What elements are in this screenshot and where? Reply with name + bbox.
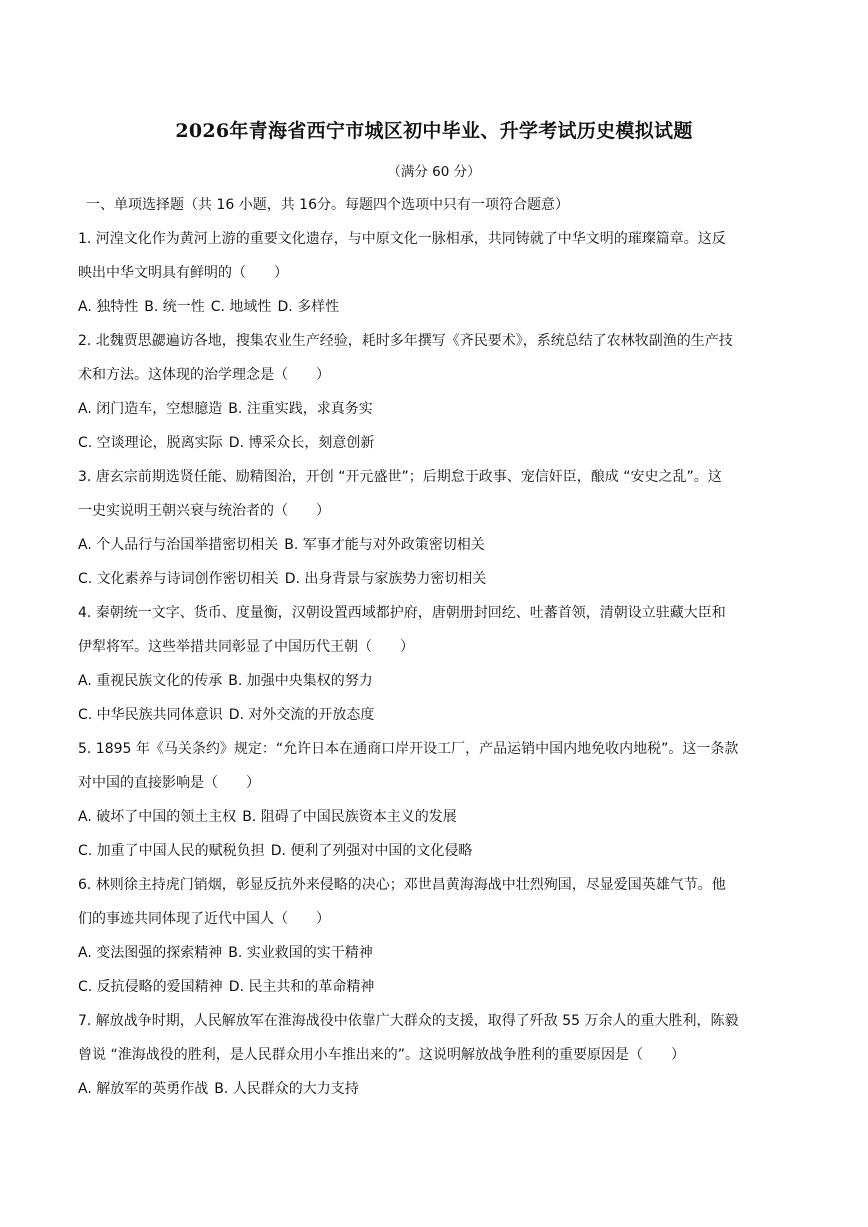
answer-option[interactable]: C. 加重了中国人民的赋税负担: [78, 843, 265, 859]
answer-option[interactable]: C. 空谈理论，脱离实际: [78, 435, 223, 451]
answer-option[interactable]: A. 解放军的英勇作战: [78, 1081, 209, 1097]
answer-option[interactable]: D. 多样性: [277, 299, 340, 315]
question-stem-line: 7. 解放战争时期，人民解放军在淮海战役中依靠广大群众的支援，取得了歼敌 55 万余人的重大胜利，陈毅: [78, 1013, 739, 1029]
option-row: [78, 834, 798, 868]
answer-option[interactable]: A. 重视民族文化的传承: [78, 673, 223, 689]
answer-option[interactable]: B. 注重实践，求真务实: [228, 401, 373, 417]
question-stem-line: 一史实说明王朝兴衰与统治者的（ ）: [78, 503, 330, 519]
exam-content: [78, 188, 798, 1106]
question-7: [78, 1004, 798, 1106]
answer-option[interactable]: B. 统一性: [144, 299, 205, 315]
answer-option[interactable]: D. 便利了列强对中国的文化侵略: [270, 843, 473, 859]
question-stem-line: 2. 北魏贾思勰遍访各地，搜集农业生产经验，耗时多年撰写《齐民要术》，系统总结了农林牧副渔的生产技: [78, 333, 733, 349]
answer-option[interactable]: C. 中华民族共同体意识: [78, 707, 223, 723]
answer-option[interactable]: D. 对外交流的开放态度: [228, 707, 375, 723]
question-stem-line: 们的事迹共同体现了近代中国人（ ）: [78, 911, 330, 927]
question-1: [78, 222, 798, 324]
question-6: [78, 868, 798, 1004]
answer-option[interactable]: D. 博采众长，刻意创新: [228, 435, 375, 451]
question-stem-line: 3. 唐玄宗前期选贤任能、励精图治，开创 “开元盛世”；后期怠于政事、宠信奸臣，酿成 “安史之乱”。这: [78, 469, 722, 485]
option-row: [78, 392, 798, 426]
question-stem-line: 6. 林则徐主持虎门销烟，彰显反抗外来侵略的决心；邓世昌黄海海战中壮烈殉国，尽显爱国英雄气节。他: [78, 877, 726, 893]
option-row: [78, 290, 798, 324]
option-row: [78, 664, 798, 698]
option-row: [78, 936, 798, 970]
answer-option[interactable]: A. 破坏了中国的领土主权: [78, 809, 237, 825]
question-stem-line: 映出中华文明具有鲜明的（ ）: [78, 265, 288, 281]
question-list: [78, 222, 798, 1106]
option-row: [78, 800, 798, 834]
answer-option[interactable]: D. 民主共和的革命精神: [228, 979, 375, 995]
answer-option[interactable]: B. 人民群众的大力支持: [214, 1081, 359, 1097]
answer-option[interactable]: B. 实业救国的实干精神: [228, 945, 373, 961]
answer-option[interactable]: B. 阻碍了中国民族资本主义的发展: [242, 809, 457, 825]
answer-option[interactable]: A. 个人品行与治国举措密切相关: [78, 537, 279, 553]
question-stem-line: 5. 1895 年《马关条约》规定：“允许日本在通商口岸开设工厂，产品运销中国内地免收内地税”。这一条款: [78, 741, 739, 757]
answer-option[interactable]: C. 反抗侵略的爱国精神: [78, 979, 223, 995]
question-4: [78, 596, 798, 732]
answer-option[interactable]: B. 加强中央集权的努力: [228, 673, 373, 689]
answer-option[interactable]: D. 出身背景与家族势力密切相关: [284, 571, 487, 587]
question-2: [78, 324, 798, 460]
question-5: [78, 732, 798, 868]
answer-option[interactable]: A. 独特性: [78, 299, 139, 315]
question-stem-line: 对中国的直接影响是（ ）: [78, 775, 260, 791]
option-row: [78, 562, 798, 596]
exam-title: 2026年青海省西宁市城区初中毕业、升学考试历史模拟试题: [175, 120, 693, 142]
answer-option[interactable]: A. 变法图强的探索精神: [78, 945, 223, 961]
answer-option[interactable]: C. 文化素养与诗词创作密切相关: [78, 571, 279, 587]
answer-option[interactable]: A. 闭门造车，空想臆造: [78, 401, 223, 417]
option-row: [78, 426, 798, 460]
option-row: [78, 1072, 798, 1106]
question-stem-line: 术和方法。这体现的治学理念是（ ）: [78, 367, 330, 383]
question-stem-line: 伊犁将军。这些举措共同彰显了中国历代王朝（ ）: [78, 639, 414, 655]
option-row: [78, 698, 798, 732]
question-stem-line: 曾说 “淮海战役的胜利，是人民群众用小车推出来的”。这说明解放战争胜利的重要原因是（ ）: [78, 1047, 685, 1063]
section-heading: 一、单项选择题（共 16 小题，共 16分。每题四个选项中只有一项符合题意）: [86, 197, 569, 213]
option-row: [78, 528, 798, 562]
score-note: （满分 60 分）: [387, 164, 481, 180]
question-3: [78, 460, 798, 596]
option-row: [78, 970, 798, 1004]
answer-option[interactable]: B. 军事才能与对外政策密切相关: [284, 537, 485, 553]
question-stem-line: 4. 秦朝统一文字、货币、度量衡，汉朝设置西域都护府，唐朝册封回纥、吐蕃首领，清朝设立驻藏大臣和: [78, 605, 726, 621]
question-stem-line: 1. 河湟文化作为黄河上游的重要文化遗存，与中原文化一脉相承，共同铸就了中华文明的璀璨篇章。这反: [78, 231, 726, 247]
answer-option[interactable]: C. 地域性: [210, 299, 272, 315]
